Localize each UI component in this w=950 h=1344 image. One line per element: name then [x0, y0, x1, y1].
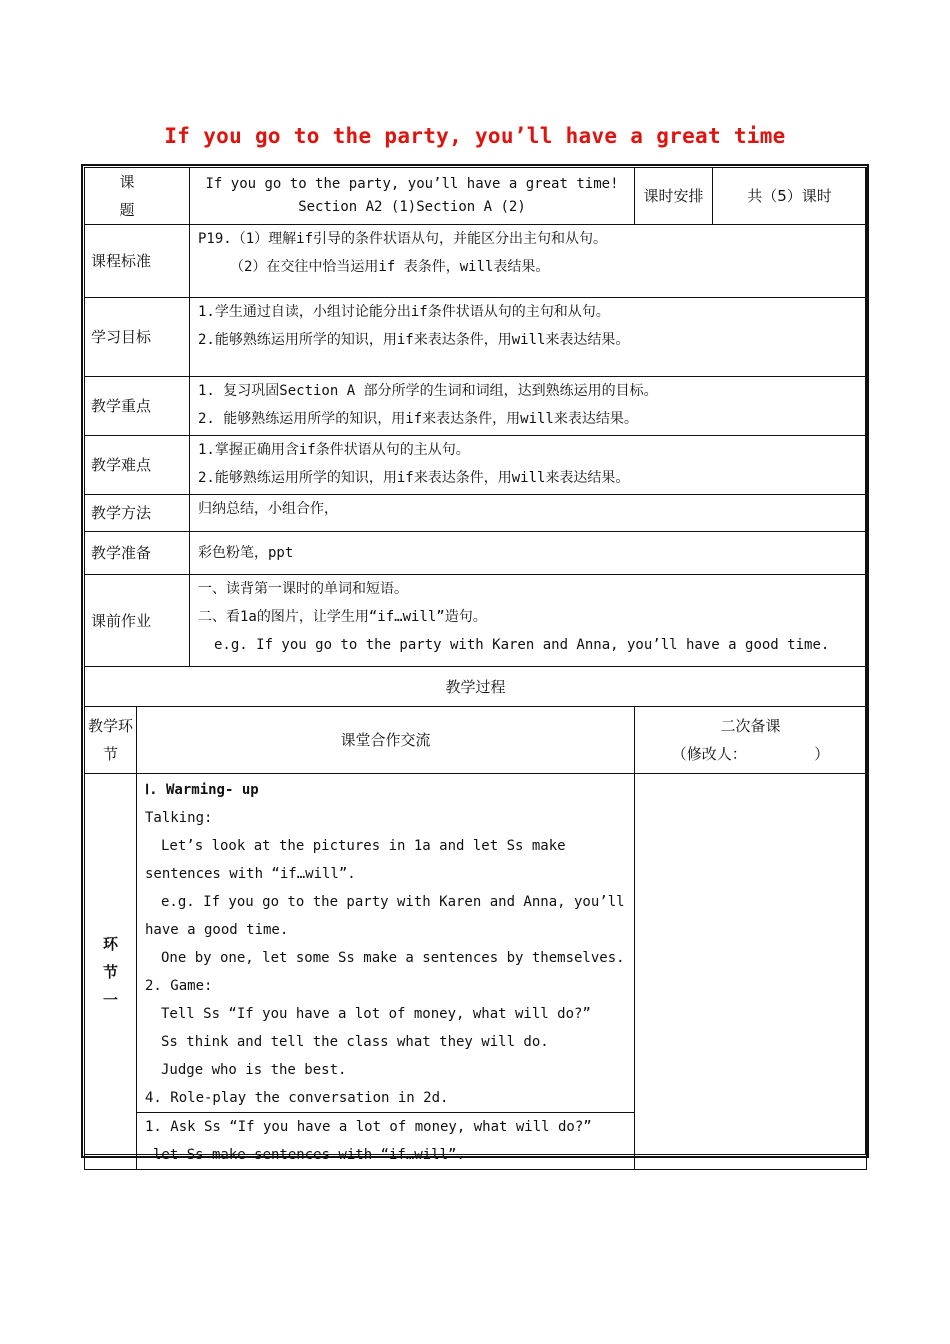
text-line: 2.能够熟练运用所学的知识，用if来表达条件，用will来表达结果。 — [198, 470, 630, 486]
text-line: 2.能够熟练运用所学的知识，用if来表达条件，用will来表达结果。 — [198, 332, 630, 348]
text-line: e.g. If you go to the party with Karen and Anna, you’ll have a good time. — [214, 637, 830, 653]
row-content-objectives — [190, 298, 867, 377]
process-col-activity: 课堂合作交流 — [137, 707, 635, 774]
text-line: 一、读背第一课时的单词和短语。 — [198, 581, 408, 597]
text-line: e.g. If you go to the party with Karen and Anna, you’ll — [161, 894, 625, 910]
revision-title: 二次备课 — [720, 717, 781, 735]
course-label: 课 题 — [85, 168, 190, 225]
row-label-objectives: 学习目标 — [85, 298, 190, 377]
text-line: 彩色粉笔，ppt — [198, 545, 294, 561]
row-label-difficulties: 教学难点 — [85, 436, 190, 495]
text-line: 4. Role-play the conversation in 2d. — [145, 1090, 449, 1106]
text-line: Tell Ss “If you have a lot of money, what will do?” — [161, 1006, 591, 1022]
row-content-difficulties — [190, 436, 867, 495]
row-label-key-points: 教学重点 — [85, 377, 190, 436]
stage-label: 环节一 — [102, 934, 118, 1009]
course-title-line1: If you go to the party, you’ll have a great time! — [205, 176, 619, 192]
text-line: One by one, let some Ss make a sentences by themselves. — [161, 950, 625, 966]
process-col-revision — [635, 707, 867, 774]
schedule-label: 课时安排 — [635, 168, 713, 225]
text-line: Ss think and tell the class what they will do. — [161, 1034, 549, 1050]
row-label-standard: 课程标准 — [85, 225, 190, 298]
text-line: let Ss make sentences with “if…will”. — [153, 1147, 465, 1163]
row-content-methods — [190, 495, 867, 532]
process-col-stage: 教学环节 — [85, 707, 137, 774]
schedule-value: 共（5）课时 — [713, 168, 867, 225]
row-label-methods: 教学方法 — [85, 495, 190, 532]
text-line: have a good time. — [145, 922, 289, 938]
stage-cell — [85, 774, 137, 1170]
row-content-preparation — [190, 532, 867, 575]
row-content-key-points — [190, 377, 867, 436]
revision-notes — [635, 774, 867, 1170]
text-line: sentences with “if…will”. — [145, 866, 356, 882]
page-title: If you go to the party, you’ll have a great time — [164, 124, 786, 148]
text-line: 2. 能够熟练运用所学的知识，用if来表达条件，用will来表达结果。 — [198, 411, 638, 427]
text-line: 1.掌握正确用含if条件状语从句的主从句。 — [198, 442, 470, 458]
text-line: 1.学生通过自读，小组讨论能分出if条件状语从句的主句和从句。 — [198, 304, 610, 320]
row-content-standard — [190, 225, 867, 298]
text-line: 1. 复习巩固Section A 部分所学的生词和词组，达到熟练运用的目标。 — [198, 383, 658, 399]
text-line: Let’s look at the pictures in 1a and let Ss make — [161, 838, 566, 854]
text-line: 1. Ask Ss “If you have a lot of money, what will do?” — [145, 1119, 592, 1135]
revision-editor: （修改人： ） — [671, 745, 830, 763]
stage1-activities — [137, 774, 635, 1113]
stage1-activities-continued — [137, 1113, 635, 1170]
row-label-homework: 课前作业 — [85, 575, 190, 667]
course-title-line2: Section A2 (1)Section A (2) — [298, 199, 526, 215]
lesson-plan-table — [84, 167, 867, 1170]
section-heading: Ⅰ. Warming- up — [145, 782, 259, 798]
text-line: 2. Game: — [145, 978, 213, 994]
text-line: Judge who is the best. — [161, 1062, 347, 1078]
row-label-preparation: 教学准备 — [85, 532, 190, 575]
text-line: P19.（1）理解if引导的条件状语从句，并能区分出主句和从句。 — [198, 231, 607, 247]
text-line: （2）在交往中恰当运用if 表条件，will表结果。 — [230, 259, 550, 275]
process-heading: 教学过程 — [85, 667, 867, 707]
text-line: 归纳总结，小组合作， — [198, 501, 338, 517]
text-line: Talking: — [145, 810, 213, 826]
text-line: 二、看1a的图片，让学生用“if…will”造句。 — [198, 609, 487, 625]
row-content-homework — [190, 575, 867, 667]
course-title — [190, 168, 635, 225]
